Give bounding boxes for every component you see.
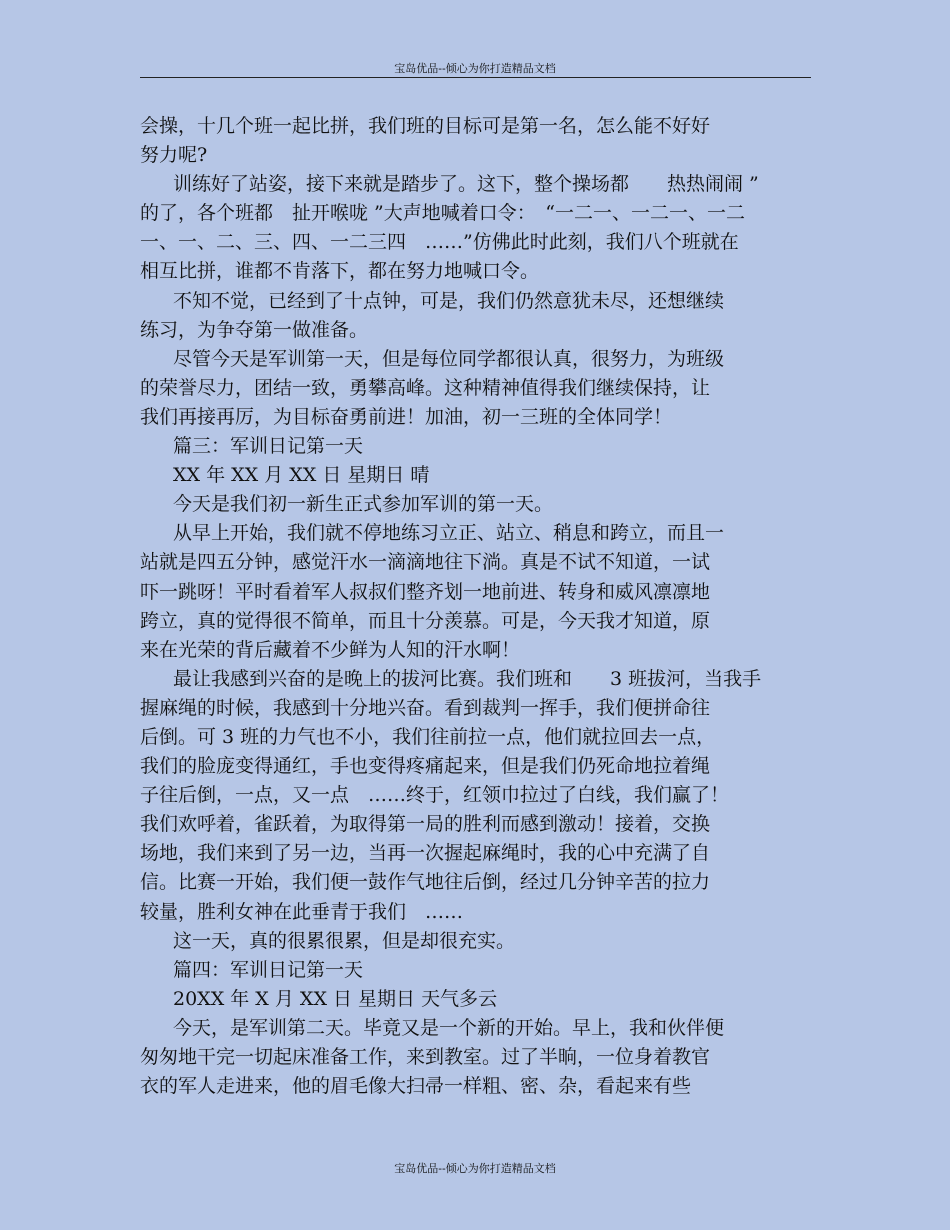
text-line: 今天是我们初一新生正式参加军训的第一天。 [173, 493, 554, 516]
text-line: 匆匆地干完一切起床准备工作，来到教室。过了半晌，一位身着教官 [140, 1046, 711, 1068]
text-line: 握麻绳的时候，我感到十分地兴奋。看到裁判一挥手，我们便拼命往 [140, 696, 711, 719]
text-line: 场地，我们来到了另一边，当再一次握起麻绳时，我的心中充满了自 [140, 842, 711, 865]
text-line: 跨立，真的觉得很不简单，而且十分羡慕。可是，今天我才知道，原 [140, 609, 711, 632]
text-line: 站就是四五分钟，感觉汗水一滴滴地往下淌。真是不试不知道，一试 [140, 551, 711, 574]
section-heading: 篇三：军训日记第一天 [173, 435, 364, 458]
page-footer: 宝岛优品--倾心为你打造精品文档 [394, 1162, 556, 1175]
text-line: 较量，胜利女神在此垂青于我们 …… [140, 900, 464, 923]
text-line: 从早上开始，我们就不停地练习立正、站立、稍息和跨立，而且一 [173, 522, 725, 545]
section-heading: 篇四：军训日记第一天 [173, 958, 364, 981]
text-line: 努力呢? [140, 144, 208, 167]
text-line: 吓一跳呀！平时看着军人叔叔们整齐划一地前进、转身和威风凛凛地 [140, 580, 711, 603]
page-header: 宝岛优品--倾心为你打造精品文档 [394, 62, 556, 75]
text-line: 一、一、二、三、四、一二三四 ……”仿佛此时此刻，我们八个班就在 [140, 231, 739, 254]
text-line: 衣的军人走进来，他的眉毛像大扫帚一样粗、密、杂，看起来有些 [140, 1075, 692, 1098]
text-line: 练习，为争夺第一做准备。 [140, 318, 369, 341]
text-line: 我们欢呼着，雀跃着，为取得第一局的胜利而感到激动！接着，交换 [140, 813, 711, 836]
text-line: 尽管今天是军训第一天，但是每位同学都很认真，很努力，为班级 [173, 347, 725, 370]
text-line: 来在光荣的背后藏着不少鲜为人知的汗水啊！ [140, 638, 521, 661]
date-line: 20XX 年 X 月 XX 日 星期日 天气多云 [173, 987, 498, 1010]
text-line: 不知不觉，已经到了十点钟，可是，我们仍然意犹未尽，还想继续 [173, 289, 725, 312]
text-line: 会操，十几个班一起比拼，我们班的目标可是第一名，怎么能不好好 [140, 115, 711, 137]
text-line: 最让我感到兴奋的是晚上的拔河比赛。我们班和 3 班拔河，当我手 [173, 667, 762, 690]
text-line: 子往后倒，一点，又一点 ……终于，红领巾拉过了白线，我们赢了！ [140, 784, 730, 807]
date-line: XX 年 XX 月 XX 日 星期日 晴 [173, 464, 430, 487]
header-rule [140, 77, 811, 78]
text-line: 信。比赛一开始，我们便一鼓作气地往后倒，经过几分钟辛苦的拉力 [140, 871, 711, 894]
text-line: 相互比拼，谁都不肯落下，都在努力地喊口令。 [140, 260, 540, 283]
text-line: 这一天，真的很累很累，但是却很充实。 [173, 929, 516, 952]
document-body [140, 112, 820, 1101]
text-line: 今天，是军训第二天。毕竟又是一个新的开始。早上，我和伙伴便 [173, 1016, 725, 1039]
text-line: 训练好了站姿，接下来就是踏步了。这下，整个操场都 热热闹闹 ” [173, 173, 759, 196]
text-line: 后倒。可 3 班的力气也不小，我们往前拉一点，他们就拉回去一点， [140, 725, 716, 748]
text-line: 我们再接再厉，为目标奋勇前进！加油，初一三班的全体同学！ [140, 405, 673, 428]
text-line: 的荣誉尽力，团结一致，勇攀高峰。这种精神值得我们继续保持，让 [140, 376, 711, 399]
text-line: 的了，各个班都 扯开喉咙 ”大声地喊着口令： “一二一、一二一、一二 [140, 202, 745, 225]
text-line: 我们的脸庞变得通红，手也变得疼痛起来，但是我们仍死命地拉着绳 [140, 755, 711, 778]
